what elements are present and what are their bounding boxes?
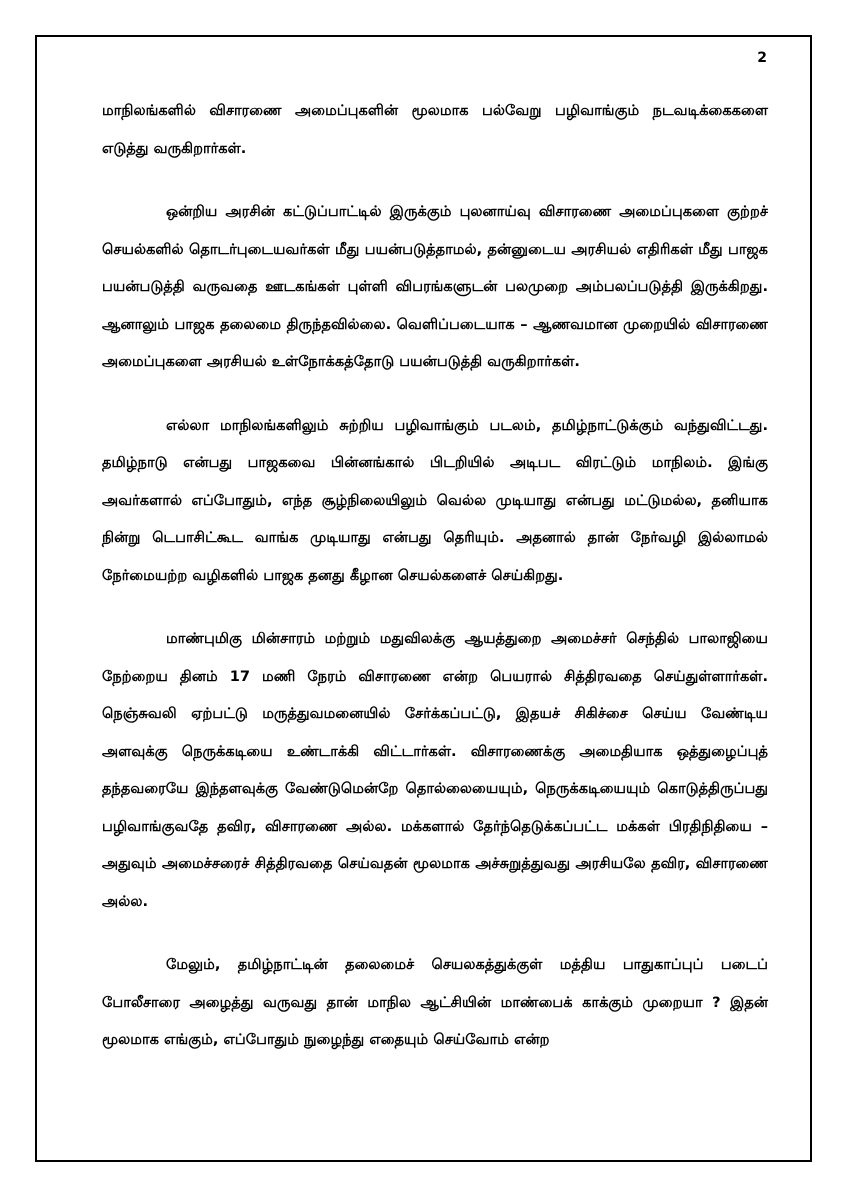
paragraph-3: எல்லா மாநிலங்களிலும் சுற்றிய பழிவாங்கும் படலம், தமிழ்நாட்டுக்கும் வந்துவிட்டது. தமிழ்நாடு என்பது பாஜகவை பின்னங்கால் பிடறியில் அடிபட விரட்டும் மாநிலம். இங்கு அவர்களால் எப்போதும், எந்த சூழ்நிலையிலும் வெல்ல முடியாது என்பது மட்டுமல்ல, தனியாக நின்று டெபாசிட்கூட வாங்க முடியாது என்பது தெரியும். அதனால் தான் நேர்வழி இல்லாமல் நேர்மையற்ற வழிகளில் பாஜக தனது கீழான செயல்களைச் செய்கிறது. [102, 416, 768, 584]
paragraph-2: ஒன்றிய அரசின் கட்டுப்பாட்டில் இருக்கும் புலனாய்வு விசாரணை அமைப்புகளை குற்றச் செயல்களில் தொடர்புடையவர்கள் மீது பயன்படுத்தாமல், தன்னுடைய அரசியல் எதிரிகள் மீது பாஜக பயன்படுத்தி வருவதை ஊடகங்கள் புள்ளி விபரங்களுடன் பலமுறை அம்பலப்படுத்தி இருக்கிறது. ஆனாலும் பாஜக தலைமை திருந்தவில்லை. வெளிப்படையாக – ஆணவமான முறையில் விசாரணை அமைப்புகளை அரசியல் உள்நோக்கத்தோடு பயன்படுத்தி வருகிறார்கள். [102, 203, 768, 370]
paragraph-1: மாநிலங்களில் விசாரணை அமைப்புகளின் மூலமாக பல்வேறு பழிவாங்கும் நடவடிக்கைகளை எடுத்து வருகிறார்கள். [102, 102, 768, 157]
document-body [102, 92, 768, 1059]
paragraph-4: மாண்புமிகு மின்சாரம் மற்றும் மதுவிலக்கு ஆயத்துறை அமைச்சர் செந்தில் பாலாஜியை நேற்றைய தினம் 17 மணி நேரம் விசாரணை என்ற பெயரால் சித்திரவதை செய்துள்ளார்கள். நெஞ்சுவலி ஏற்பட்டு மருத்துவமனையில் சேர்க்கப்பட்டு, இதயச் சிகிச்சை செய்ய வேண்டிய அளவுக்கு நெருக்கடியை உண்டாக்கி விட்டார்கள். விசாரணைக்கு அமைதியாக ஒத்துழைப்புத் தந்தவரையே இந்தளவுக்கு வேண்டுமென்றே தொல்லையையும், நெருக்கடியையும் கொடுத்திருப்பது பழிவாங்குவதே தவிர, விசாரணை அல்ல. மக்களால் தேர்ந்தெடுக்கப்பட்ட மக்கள் பிரதிநிதியை – அதுவும் அமைச்சரைச் சித்திரவதை செய்வதன் மூலமாக அச்சுறுத்துவது அரசியலே தவிர, விசாரணை அல்ல. [102, 630, 768, 910]
paragraph-5: மேலும், தமிழ்நாட்டின் தலைமைச் செயலகத்துக்குள் மத்திய பாதுகாப்புப் படைப் போலீசாரை அழைத்து வருவது தான் மாநில ஆட்சியின் மாண்பைக் காக்கும் முறையா ? இதன் மூலமாக எங்கும், எப்போதும் நுழைந்து எதையும் செய்வோம் என்ற [102, 956, 768, 1048]
page-number: 2 [757, 50, 767, 66]
